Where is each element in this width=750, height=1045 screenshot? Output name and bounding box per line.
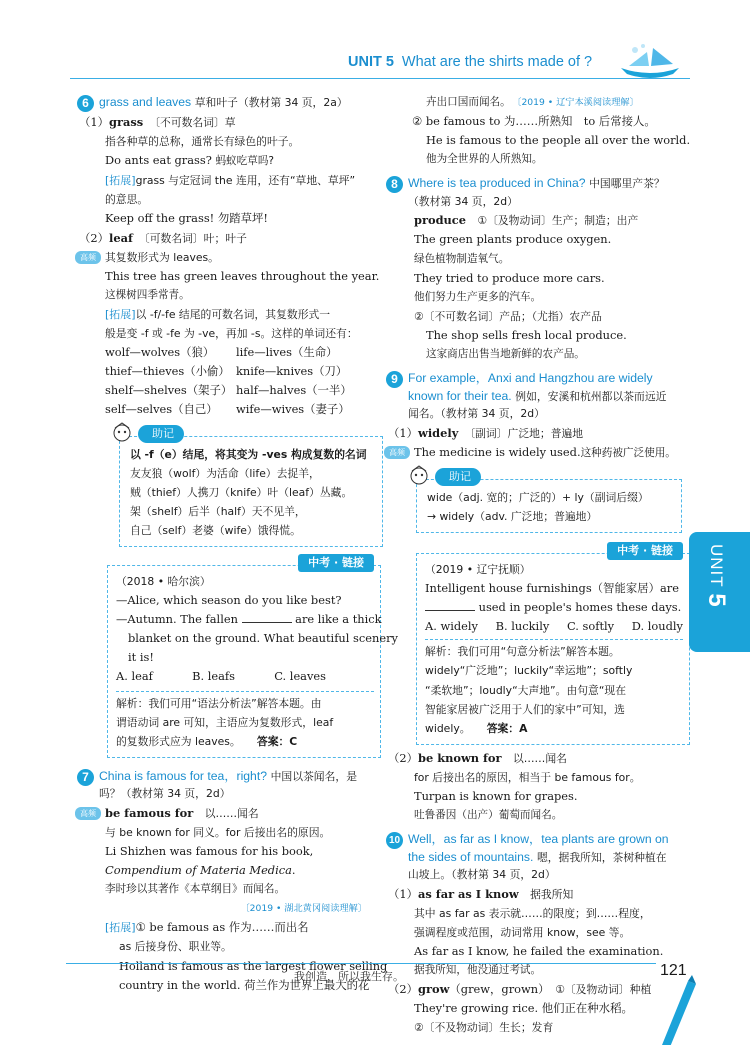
grow-pos-intransitive: ②〔不及物动词〕生长；发育 (414, 1021, 554, 1035)
exam-option: C. softly (566, 619, 615, 634)
exam-question-line: it is! (128, 650, 154, 665)
as-far-as-example-en: As far as I know, he failed the examination. (414, 944, 664, 958)
plural-pair: life—lives（生命） (236, 345, 338, 360)
exam-analysis-text: 的复数形式应为 leaves。 (116, 734, 236, 748)
widely-example-zh: 这种药被广泛使用。 (580, 446, 676, 459)
exam-question-part: used in people's homes these days. (475, 600, 682, 615)
memory-aid-line: 以 -f（e）结尾，将其变为 -ves 构成复数的名词 (130, 447, 367, 461)
famous-for-entry (77, 804, 367, 823)
exam-options (425, 617, 683, 636)
widely-entry: （1）widely 〔副词〕广泛地；普遍地 (388, 425, 584, 440)
item-8-phrase: Where is tea produced in China? (408, 176, 586, 191)
memory-aid-line: wide（adj. 宽的；广泛的）+ ly（副词后缀） (427, 490, 649, 504)
famous-to-example-zh: 他为全世界的人所熟知。 (426, 153, 543, 166)
item-6-heading (77, 94, 367, 112)
famous-for-example (77, 842, 367, 880)
widely-pos: 〔副词〕广泛地；普遍地 (469, 426, 584, 440)
item-7-heading (77, 768, 367, 803)
memory-aid-line: → widely（adv. 广泛地；普遍地） (427, 509, 598, 523)
plural-pair: wife—wives（妻子） (236, 402, 350, 417)
memory-aid-label: 助记 (435, 468, 481, 486)
pen-icon (640, 975, 700, 1045)
extension-tag: [拓展] (105, 307, 136, 321)
famous-as-example-cont (386, 92, 676, 112)
produce-pos-verb: ①〔及物动词〕生产；制造；出产 (477, 214, 639, 228)
item-number: 7 (77, 769, 94, 786)
produce-example-en: They tried to produce more cars. (414, 270, 605, 285)
exam-question-part: are like a thick (291, 612, 382, 627)
plural-pair: wolf—wolves（狼） (105, 345, 215, 360)
known-for-entry: （2）be known for 以……闻名 (388, 750, 567, 765)
produce-example-zh: 他们努力生产更多的汽车。 (414, 290, 542, 303)
footer-motto: 我创造，所以我生存。 (294, 970, 404, 983)
known-for-example-en: Turpan is known for grapes. (414, 789, 578, 804)
source-citation: 〔2019 • 湖北黄冈阅读理解〕 (240, 903, 367, 915)
high-frequency-badge: 高频 (384, 446, 410, 459)
exam-link-box (416, 544, 690, 745)
famous-to-text: ② be famous to 为……所熟知 to 后常接人。 (412, 114, 656, 129)
grass-word: grass (109, 115, 144, 129)
exam-analysis (425, 719, 683, 738)
produce-example-zh: 这家商店出售当地新鲜的农产品。 (426, 348, 585, 361)
grow-example: They're growing rice. 他们正在种水稻。 (414, 1001, 633, 1016)
plural-pair: self—selves（自己） (105, 402, 218, 417)
mascot-icon (112, 421, 132, 443)
leaf-pos: 〔可数名词〕叶；叶子 (144, 231, 247, 245)
exam-analysis: widely“广泛地”；luckily“幸运地”；softly (425, 664, 633, 678)
plural-pair: half—halves（一半） (236, 383, 352, 398)
footer-rule (66, 963, 656, 964)
famous-as-text: ① be famous as 作为……而出名 (135, 920, 309, 935)
as-far-as-note: 强调程度或范围，动词常用 know，see 等。 (414, 925, 631, 939)
item-number: 9 (386, 371, 403, 388)
page-number: 121 (660, 962, 687, 979)
item-8-heading (386, 175, 676, 210)
as-far-as-example-zh: 据我所知，他没通过考试。 (414, 964, 542, 977)
plural-pairs-list (77, 343, 367, 419)
famous-to-extension (386, 112, 676, 131)
item-6-phrase: grass and leaves (99, 95, 192, 109)
exam-analysis: 智能家居被广泛用于人们的家中”可知，选 (425, 702, 625, 716)
item-10-translation: 嗯，据我所知，茶树种植在山坡上。（教材第 34 页，2d） (408, 850, 667, 882)
exam-question-line (425, 598, 683, 617)
exam-option: B. leafs (192, 669, 235, 684)
source-citation: 〔2019 • 辽宁本溪阅读理解〕 (516, 97, 639, 108)
extension-tag: [拓展] (105, 174, 136, 188)
widely-example (386, 443, 676, 463)
as-far-as-meaning: 据我所知 (530, 887, 574, 901)
leaf-extension (77, 305, 367, 324)
leaf-example-zh: 这棵树四季常青。 (105, 288, 190, 301)
exam-analysis: 解析：我们可用“语法分析法”解答本题。由 (116, 696, 322, 710)
exam-question-line: blanket on the ground. What beautiful scenery (128, 631, 398, 646)
widely-example-en: The medicine is widely used. (414, 444, 581, 459)
produce-example-zh: 绿色植物制造氧气。 (414, 252, 510, 265)
item-10-heading (386, 831, 676, 884)
exam-question-line: —Alice, which season do you like best? (116, 593, 342, 608)
grass-definition: 指各种草的总称，通常长有绿色的叶子。 (105, 135, 300, 149)
as-far-as-entry: （1）as far as I know 据我所知 (388, 886, 574, 901)
memory-aid-label: 助记 (138, 425, 184, 443)
exam-analysis (116, 732, 374, 751)
leaf-word: leaf (109, 230, 133, 245)
grow-word: grow (418, 982, 450, 997)
item-9-translation: 例如，安溪和杭州都以茶而远近闻名。（教材第 34 页，2d） (408, 389, 667, 421)
exam-answer: 答案：C (256, 734, 298, 748)
produce-pos-noun: ②〔不可数名词〕产品；（尤指）农产品 (414, 309, 602, 323)
item-8-translation: 中国哪里产茶？（教材第 34 页，2d） (408, 177, 665, 208)
grass-extension-example: Keep off the grass! 勿踏草坪! (105, 211, 269, 226)
memory-aid-line: 贼（thief）人携刀（knife）叶（leaf）丛藏。 (130, 485, 353, 499)
known-for-meaning: 以……闻名 (512, 751, 567, 765)
known-for-example-zh: 吐鲁番因（出产）葡萄而闻名。 (414, 809, 563, 822)
exam-question-line: Intelligent house furnishings（智能家居）are (425, 581, 679, 596)
famous-as-example: country in the world. 荷兰作为世界上最大的花 (119, 977, 370, 992)
exam-link-box (107, 555, 398, 758)
produce-entry (386, 211, 676, 230)
grow-entry: （2）grow（grew，grown） ①〔及物动词〕种植 (388, 982, 652, 997)
produce-example-en: The shop sells fresh local produce. (426, 327, 627, 342)
famous-as-extension (77, 918, 367, 937)
exam-option: C. leaves (274, 669, 326, 684)
leaf-example-en: This tree has green leaves throughout the year. (105, 268, 380, 283)
exam-link-label: 中考 · 链接 (607, 542, 683, 560)
famous-for-meaning: 以……闻名 (204, 806, 259, 820)
page-header (0, 0, 750, 90)
famous-as-example: Holland is famous as the largest flower selling (119, 958, 388, 973)
unit-label: UNIT 5 (348, 54, 394, 70)
famous-for-example-zh: 李时珍以其著作《本草纲目》而闻名。 (105, 883, 286, 896)
plural-pair-row (105, 400, 367, 419)
grass-example (77, 151, 367, 171)
exam-analysis: 解析：我们可用“句意分析法”解答本题。 (425, 645, 620, 659)
item-7-phrase: China is famous for tea，right? (99, 768, 267, 783)
memory-aid-box (119, 426, 383, 547)
unit-subtitle: What are the shirts made of ? (401, 54, 593, 70)
memory-aid-box (416, 469, 682, 533)
exam-analysis: “柔软地”；loudly“大声地”。由句意“现在 (425, 683, 627, 697)
high-frequency-badge: 高频 (75, 251, 101, 264)
leaf-extension-cont: 般是变 -f 或 -fe 为 -ve，再加 -s。这样的单词还有： (105, 327, 358, 341)
item-number: 8 (386, 176, 403, 193)
plural-pair-row (105, 362, 367, 381)
item-10-phrase: Well，as far as I know，tea plants are grown on the sides of mountains. (408, 832, 669, 864)
exam-options (116, 667, 326, 686)
produce-word: produce (414, 213, 466, 228)
book-title: Compendium of Materia Medica (105, 863, 292, 878)
exam-answer: 答案：A (486, 721, 528, 735)
grow-forms: （grew，grown） (449, 982, 544, 997)
exam-analysis: 谓语动词 are 可知，主语应为复数形式，leaf (116, 715, 334, 729)
grass-example-zh: 蚂蚁吃草吗? (215, 155, 275, 168)
item-9-heading (386, 370, 676, 423)
grass-example-en: Do ants eat grass? (105, 153, 212, 168)
side-tab-unit-word: UNIT (707, 544, 726, 588)
mascot-icon (409, 464, 429, 486)
punctuation: . (291, 863, 296, 878)
produce-example-en: The green plants produce oxygen. (414, 232, 612, 247)
plural-pair-row (105, 381, 367, 400)
item-number: 6 (77, 95, 94, 112)
exam-link-label: 中考 · 链接 (298, 554, 374, 572)
leaf-plural-text: 其复数形式为 leaves。 (105, 250, 219, 264)
memory-aid-line: 友友狼（wolf）为活命（life）去捉羊， (130, 466, 320, 480)
exam-source: （2018 • 哈尔滨） (116, 574, 211, 588)
exam-question-part: —Autumn. The fallen (116, 612, 242, 627)
exam-option: B. luckily (495, 619, 550, 634)
item-7-translation: 中国以茶闻名，是吗？（教材第 34 页，2d） (99, 769, 357, 801)
grow-pos-verb: ①〔及物动词〕种植 (555, 983, 652, 997)
grass-extension-cont: 的意思。 (105, 193, 149, 207)
item-9-phrase: For example，Anxi and Hangzhou are widely known for their tea. (408, 371, 653, 403)
memory-aid-line: 自己（self）老婆（wife）饿得慌。 (130, 523, 301, 537)
plural-pair: thief—thieves（小偷） (105, 364, 230, 379)
as-far-as-note: 其中 as far as 表示就……的限度；到……程度， (414, 906, 651, 920)
exam-option: A. leaf (116, 669, 153, 684)
exam-question-line (116, 610, 382, 629)
widely-word: widely (418, 425, 459, 440)
famous-for-word: be famous for (105, 805, 194, 820)
exam-analysis-text: widely。 (425, 721, 466, 735)
item-6-translation: 草和叶子（教材第 34 页，2a） (194, 96, 348, 109)
known-for-word: be known for (418, 750, 502, 765)
known-for-note: for 后接出名的原因，相当于 be famous for。 (414, 770, 641, 784)
leaf-extension-text: 以 -f/-fe 结尾的可数名词，其复数形式一 (135, 307, 331, 321)
answer-blank (425, 599, 475, 611)
item-number: 10 (386, 832, 403, 849)
plural-pair-row (105, 343, 367, 362)
right-column (386, 92, 691, 1037)
exam-source: （2019 • 辽宁抚顺） (425, 563, 531, 576)
unit-title (348, 54, 592, 70)
famous-as-example-zh: 卉出口国而闻名。 (426, 96, 506, 108)
book-ship-icon (615, 38, 685, 78)
unit-side-tab (689, 532, 750, 652)
famous-to-example-en: He is famous to the people all over the world. (426, 133, 691, 148)
extension-tag: [拓展] (105, 921, 136, 935)
plural-pair: knife—knives（刀） (236, 364, 348, 379)
famous-for-example-en: Li Shizhen was famous for his book, (105, 844, 314, 858)
header-rule (70, 78, 690, 79)
memory-aid-line: 架（shelf）后半（half）天不见羊， (130, 504, 306, 518)
famous-for-note: 与 be known for 同义。for 后接出名的原因。 (105, 825, 331, 839)
exam-option: A. widely (425, 619, 478, 634)
famous-as-note: as 后接身份、职业等。 (119, 940, 232, 954)
grass-extension (77, 171, 367, 190)
grass-extension-text: grass 与定冠词 the 连用，还有“草地、草坪” (135, 174, 356, 188)
leaf-entry: （2）leaf 〔可数名词〕叶；叶子 (79, 230, 247, 245)
high-frequency-badge: 高频 (75, 807, 101, 820)
side-tab-unit-number: 5 (703, 593, 730, 608)
as-far-as-word: as far as I know (418, 886, 519, 901)
plural-pair: shelf—shelves（架子） (105, 383, 233, 398)
exam-option: D. loudly (631, 619, 683, 634)
grass-pos: 〔不可数名词〕草 (154, 116, 236, 129)
answer-blank (242, 611, 292, 623)
grass-entry: （1）grass 〔不可数名词〕草 (79, 115, 236, 129)
leaf-plural-note (77, 248, 367, 267)
